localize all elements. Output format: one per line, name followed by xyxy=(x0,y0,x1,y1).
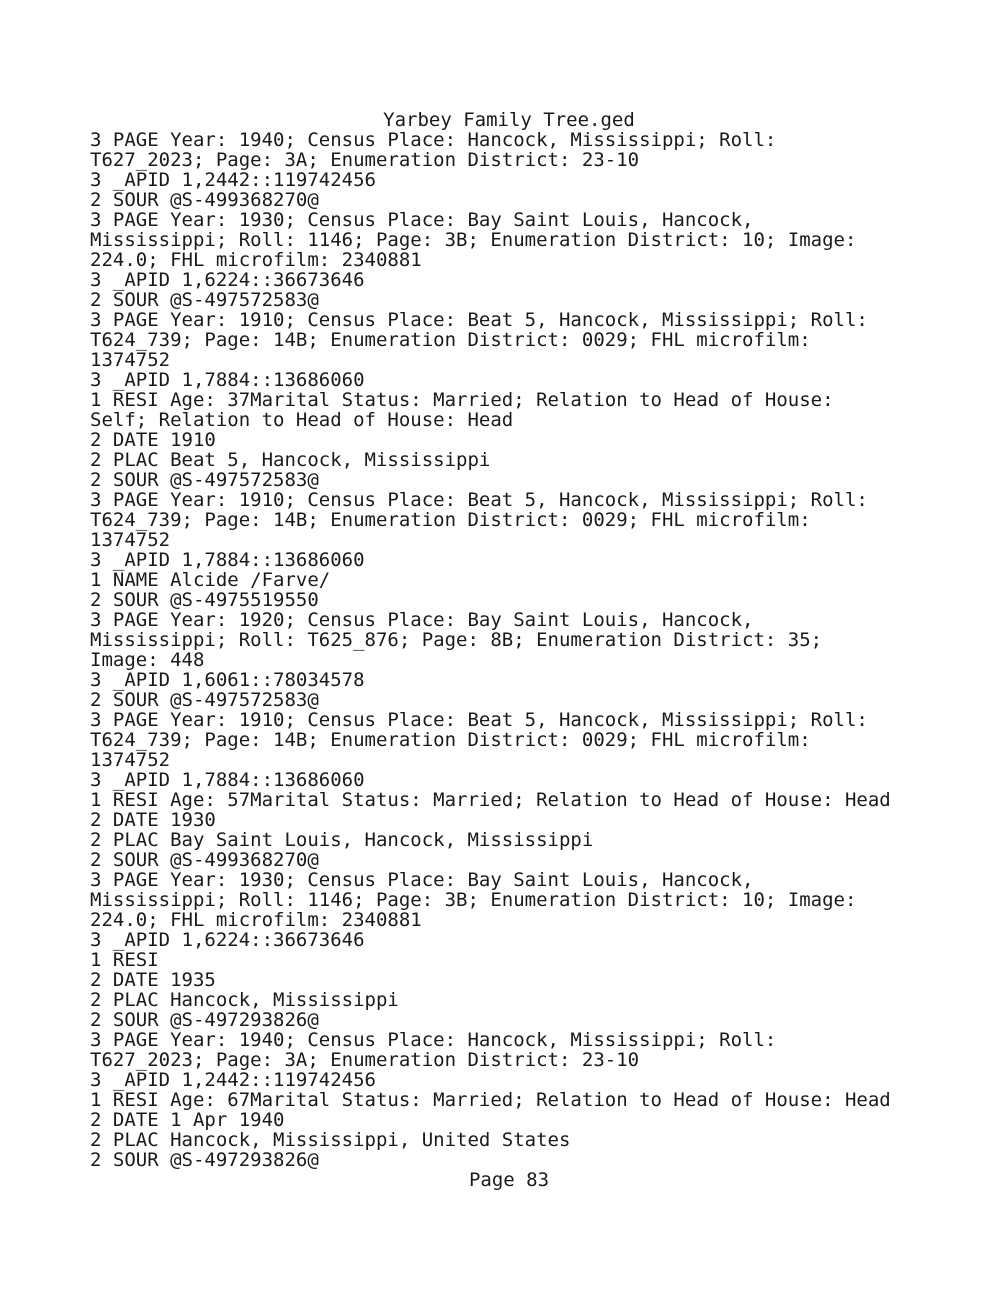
text-line: 2 PLAC Hancock, Mississippi, United States xyxy=(90,1129,571,1151)
text-line: 2 DATE 1930 xyxy=(90,809,216,831)
text-line: 3 _APID 1,6061::78034578 xyxy=(90,669,365,691)
text-line: 2 PLAC Hancock, Mississippi xyxy=(90,989,399,1011)
text-line: 2 SOUR @S-497572583@ xyxy=(90,289,319,311)
text-line: 3 PAGE Year: 1940; Census Place: Hancock, Mississippi; Roll: xyxy=(90,129,777,151)
page-number: Page 83 xyxy=(468,1169,550,1191)
text-line: 1 NAME Alcide /Farve/ xyxy=(90,569,331,591)
text-line: 3 PAGE Year: 1940; Census Place: Hancock, Mississippi; Roll: xyxy=(90,1029,777,1051)
text-line: 224.0; FHL microfilm: 2340881 xyxy=(90,909,422,931)
text-line: T627_2023; Page: 3A; Enumeration District: 23-10 xyxy=(90,149,640,171)
text-line: 1374752 xyxy=(90,529,171,551)
text-line: 2 SOUR @S-499368270@ xyxy=(90,189,319,211)
text-line: 2 PLAC Bay Saint Louis, Hancock, Mississippi xyxy=(90,829,594,851)
text-line: 2 DATE 1910 xyxy=(90,429,216,451)
gedcom-text-body xyxy=(90,130,891,1170)
document-title: Yarbey Family Tree.ged xyxy=(383,109,635,131)
text-line: 3 _APID 1,7884::13686060 xyxy=(90,369,365,391)
text-line: 1 RESI Age: 67Marital Status: Married; Relation to Head of House: Head xyxy=(90,1089,891,1111)
text-line: 3 PAGE Year: 1930; Census Place: Bay Saint Louis, Hancock, xyxy=(90,209,754,231)
text-line: 3 _APID 1,6224::36673646 xyxy=(90,269,365,291)
text-line: 3 _APID 1,2442::119742456 xyxy=(90,169,376,191)
text-line: Mississippi; Roll: 1146; Page: 3B; Enumeration District: 10; Image: xyxy=(90,229,857,251)
text-line: Image: 448 xyxy=(90,649,205,671)
text-line: 224.0; FHL microfilm: 2340881 xyxy=(90,249,422,271)
text-line: Mississippi; Roll: T625_876; Page: 8B; Enumeration District: 35; xyxy=(90,629,823,651)
text-line: 2 SOUR @S-497572583@ xyxy=(90,689,319,711)
text-line: T627_2023; Page: 3A; Enumeration District: 23-10 xyxy=(90,1049,640,1071)
text-line: 1 RESI Age: 37Marital Status: Married; Relation to Head of House: xyxy=(90,389,834,411)
text-line: 1 RESI xyxy=(90,949,159,971)
text-line: 3 _APID 1,7884::13686060 xyxy=(90,549,365,571)
text-line: 1374752 xyxy=(90,749,171,771)
text-line: 3 _APID 1,2442::119742456 xyxy=(90,1069,376,1091)
text-line: 2 DATE 1935 xyxy=(90,969,216,991)
text-line: Self; Relation to Head of House: Head xyxy=(90,409,514,431)
text-line: 2 SOUR @S-4975519550 xyxy=(90,589,319,611)
text-line: 2 PLAC Beat 5, Hancock, Mississippi xyxy=(90,449,491,471)
text-line: 3 PAGE Year: 1910; Census Place: Beat 5, Hancock, Mississippi; Roll: xyxy=(90,309,868,331)
text-line: 2 SOUR @S-499368270@ xyxy=(90,849,319,871)
text-line: 2 SOUR @S-497572583@ xyxy=(90,469,319,491)
text-line: 3 _APID 1,6224::36673646 xyxy=(90,929,365,951)
text-line: 1 RESI Age: 57Marital Status: Married; Relation to Head of House: Head xyxy=(90,789,891,811)
text-line: 1374752 xyxy=(90,349,171,371)
text-line: 3 _APID 1,7884::13686060 xyxy=(90,769,365,791)
text-line: 3 PAGE Year: 1910; Census Place: Beat 5, Hancock, Mississippi; Roll: xyxy=(90,489,868,511)
text-line: 2 SOUR @S-497293826@ xyxy=(90,1149,319,1171)
text-line: 3 PAGE Year: 1910; Census Place: Beat 5, Hancock, Mississippi; Roll: xyxy=(90,709,868,731)
text-line: 3 PAGE Year: 1920; Census Place: Bay Saint Louis, Hancock, xyxy=(90,609,754,631)
text-line: 2 DATE 1 Apr 1940 xyxy=(90,1109,285,1131)
text-line: T624_739; Page: 14B; Enumeration District: 0029; FHL microfilm: xyxy=(90,729,811,751)
text-line: T624_739; Page: 14B; Enumeration District: 0029; FHL microfilm: xyxy=(90,509,811,531)
text-line: 3 PAGE Year: 1930; Census Place: Bay Saint Louis, Hancock, xyxy=(90,869,754,891)
text-line: Mississippi; Roll: 1146; Page: 3B; Enumeration District: 10; Image: xyxy=(90,889,857,911)
text-line: 2 SOUR @S-497293826@ xyxy=(90,1009,319,1031)
text-line: T624_739; Page: 14B; Enumeration District: 0029; FHL microfilm: xyxy=(90,329,811,351)
